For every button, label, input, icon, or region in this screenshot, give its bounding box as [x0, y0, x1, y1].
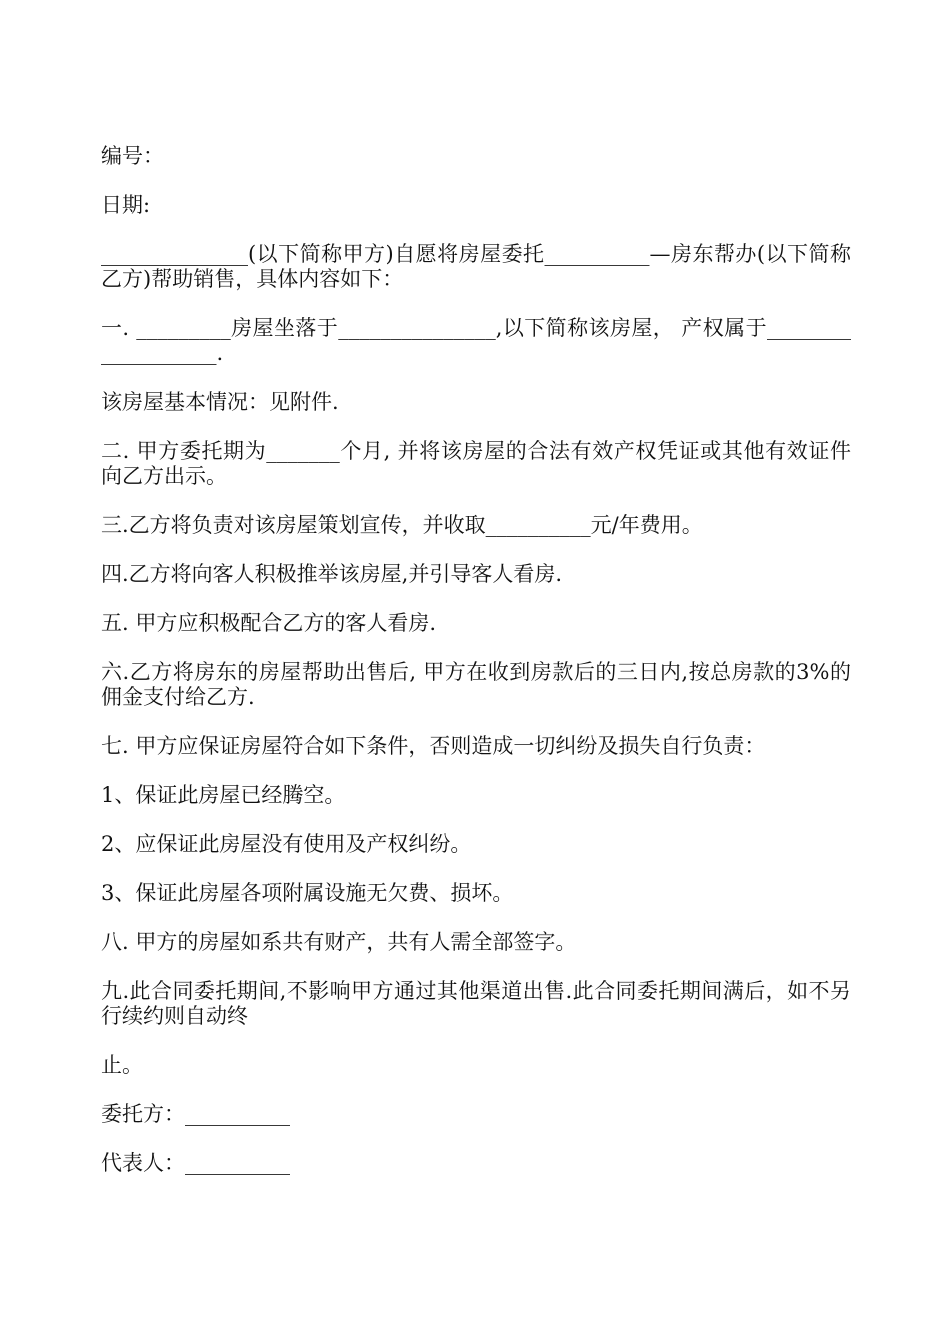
- clause-5: 五. 甲方应积极配合乙方的客人看房.: [101, 611, 437, 635]
- document-body: [101, 144, 851, 1200]
- intro-paragraph: ______________(以下简称甲方)自愿将房屋委托__________—房东帮办(以下简称乙方)帮助销售，具体内容如下：: [101, 242, 851, 291]
- principal-signature-line: 委托方：__________: [101, 1102, 290, 1126]
- clause-9-continuation: 止。: [101, 1053, 143, 1077]
- clause-7: 七. 甲方应保证房屋符合如下条件，否则造成一切纠纷及损失自行负责：: [101, 734, 766, 758]
- clause-1: 一. _________房屋坐落于_______________,以下简称该房屋， 产权属于___________________.: [101, 316, 851, 365]
- contract-number-label: 编号：: [101, 144, 164, 168]
- clause-8: 八. 甲方的房屋如系共有财产，共有人需全部签字。: [101, 930, 577, 954]
- date-label: 日期:: [101, 193, 151, 217]
- clause-3: 三.乙方将负责对该房屋策划宣传，并收取__________元/年费用。: [101, 513, 703, 537]
- condition-1: 1、保证此房屋已经腾空。: [101, 783, 346, 807]
- clause-6: 六.乙方将房东的房屋帮助出售后, 甲方在收到房款后的三日内,按总房款的3%的佣金支付给乙方.: [101, 660, 851, 709]
- condition-3: 3、保证此房屋各项附属设施无欠费、损坏。: [101, 881, 514, 905]
- property-basic-info: 该房屋基本情况：见附件.: [101, 390, 339, 414]
- clause-2: 二. 甲方委托期为_______个月, 并将该房屋的合法有效产权凭证或其他有效证件向乙方出示。: [101, 439, 851, 488]
- clause-9: 九.此合同委托期间,不影响甲方通过其他渠道出售.此合同委托期间满后，如不另行续约则自动终: [101, 979, 851, 1028]
- clause-4: 四.乙方将向客人积极推举该房屋,并引导客人看房.: [101, 562, 563, 586]
- representative-signature-line: 代表人：__________: [101, 1151, 290, 1175]
- condition-2: 2、应保证此房屋没有使用及产权纠纷。: [101, 832, 472, 856]
